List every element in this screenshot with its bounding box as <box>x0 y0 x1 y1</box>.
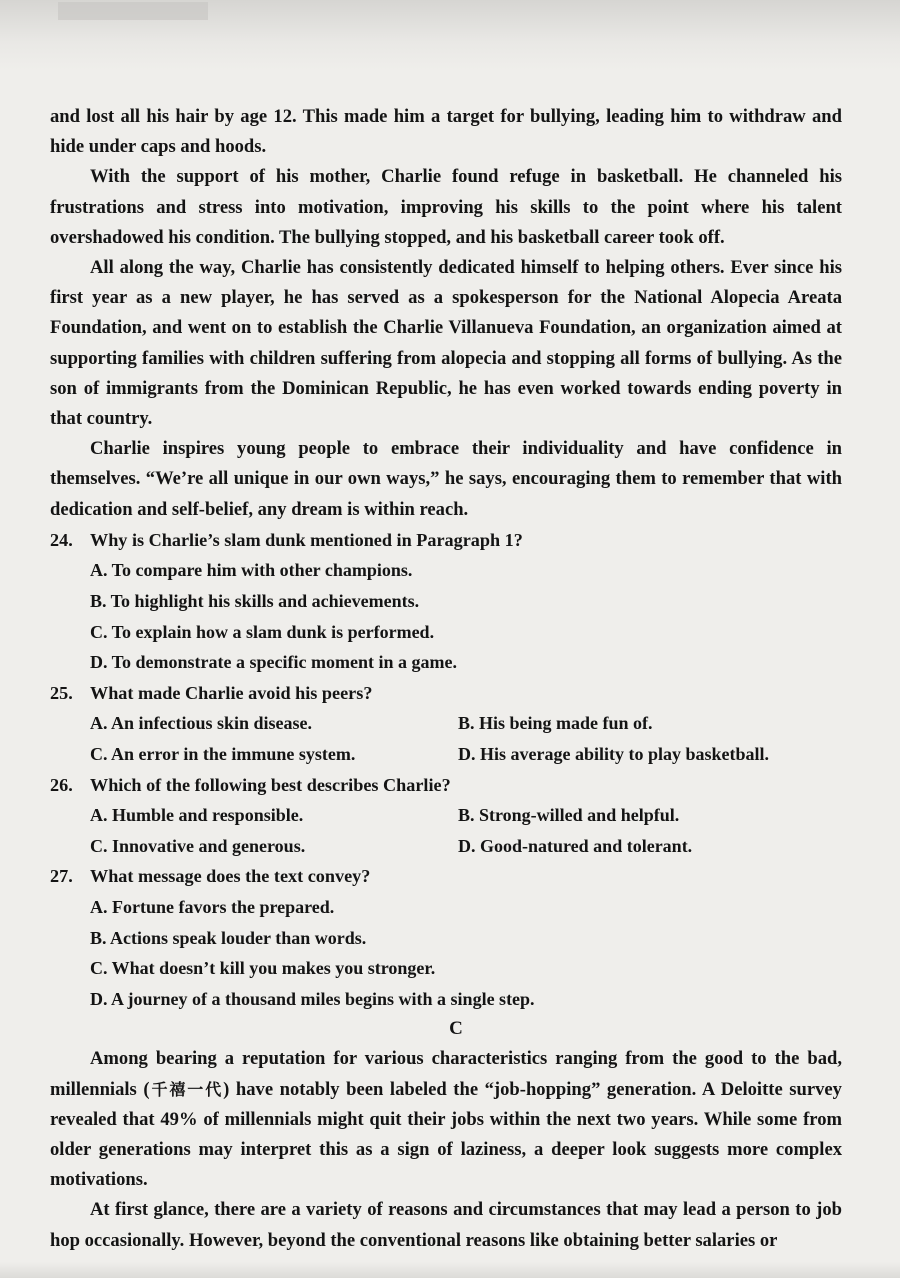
passage-b-paragraph: All along the way, Charlie has consistently dedicated himself to helping others. Ever since his first year as a new player, he has served as a spokesperson for the National Alopecia Areata Foundation, and went on to establish the Charlie Villanueva Foundation, an organization aimed at supporting families with children suffering from alopecia and stopping all forms of bullying. As the son of immigrants from the Dominican Republic, he has even worked towards ending poverty in that country. <box>50 257 842 430</box>
passage-b-paragraph: With the support of his mother, Charlie found refuge in basketball. He channeled his frustrations and stress into motivation, improving his skills to the point where his talent overshadowed his condition. The bullying stopped, and his basketball career took off. <box>50 166 842 248</box>
option-c: C. An error in the immune system. <box>90 744 356 764</box>
option-b: B. To highlight his skills and achievements. <box>90 591 420 612</box>
option-c: C. Innovative and generous. <box>90 835 306 856</box>
scan-shadow-bottom <box>0 1262 900 1278</box>
option-d: D. To demonstrate a specific moment in a game. <box>90 652 457 673</box>
passage-c-paragraph <box>50 1044 842 1195</box>
option-c: C. What doesn’t kill you makes you stronger. <box>90 958 436 979</box>
question-stem: What made Charlie avoid his peers? <box>90 682 373 703</box>
question-25 <box>50 678 842 770</box>
question-number: 24. <box>50 529 73 550</box>
question-number: 25. <box>50 682 73 703</box>
faded-header-text <box>58 2 208 20</box>
option-d: D. Good-natured and tolerant. <box>458 835 693 856</box>
question-stem: Which of the following best describes Charlie? <box>90 774 451 795</box>
question-stem: What message does the text convey? <box>90 866 371 887</box>
question-stem: Why is Charlie’s slam dunk mentioned in Paragraph 1? <box>90 529 523 550</box>
paragraph-text: ) have notably been labeled the “job-hopping” generation. A Deloitte survey revealed that 49% of millennials might quit their jobs within the next two years. While some from older generations may interpret this as a sign of laziness, a deeper look suggests more complex motivations. <box>50 1078 842 1191</box>
question-27 <box>50 861 842 1014</box>
question-26 <box>50 770 842 862</box>
option-b: B. Strong-willed and helpful. <box>458 805 680 826</box>
passage-c <box>50 1014 842 1255</box>
option-d: D. His average ability to play basketball. <box>458 744 770 764</box>
passage-b <box>50 102 842 525</box>
chinese-gloss: 千禧一代 <box>149 1079 224 1099</box>
passage-c-paragraph: At first glance, there are a variety of reasons and circumstances that may lead a person to job hop occasionally. However, beyond the conventional reasons like obtaining better salaries or <box>50 1199 842 1251</box>
option-a: A. To compare him with other champions. <box>90 560 413 581</box>
option-c: C. To explain how a slam dunk is performed. <box>90 621 435 642</box>
passage-b-paragraph: and lost all his hair by age 12. This made him a target for bullying, leading him to withdraw and hide under caps and hoods. <box>50 106 842 158</box>
option-a: A. Humble and responsible. <box>90 805 304 826</box>
option-b: B. Actions speak louder than words. <box>90 927 367 948</box>
option-a: A. An infectious skin disease. <box>90 713 313 734</box>
scan-shadow-top <box>0 0 900 70</box>
option-b: B. His being made fun of. <box>458 713 653 734</box>
option-d: D. A journey of a thousand miles begins with a single step. <box>90 988 535 1009</box>
question-24 <box>50 525 842 678</box>
option-a: A. Fortune favors the prepared. <box>90 896 335 917</box>
question-number: 26. <box>50 774 73 795</box>
question-number: 27. <box>50 866 73 887</box>
paragraph-text: Among bearing a reputation for various characteristics ranging from the good to the bad, millennials ( <box>50 1048 842 1100</box>
passage-heading: C <box>449 1018 463 1040</box>
passage-b-paragraph: Charlie inspires young people to embrace their individuality and have confidence in themselves. “We’re all unique in our own ways,” he says, encouraging them to remember that with dedication and self-belief, any dream is within reach. <box>50 438 842 520</box>
